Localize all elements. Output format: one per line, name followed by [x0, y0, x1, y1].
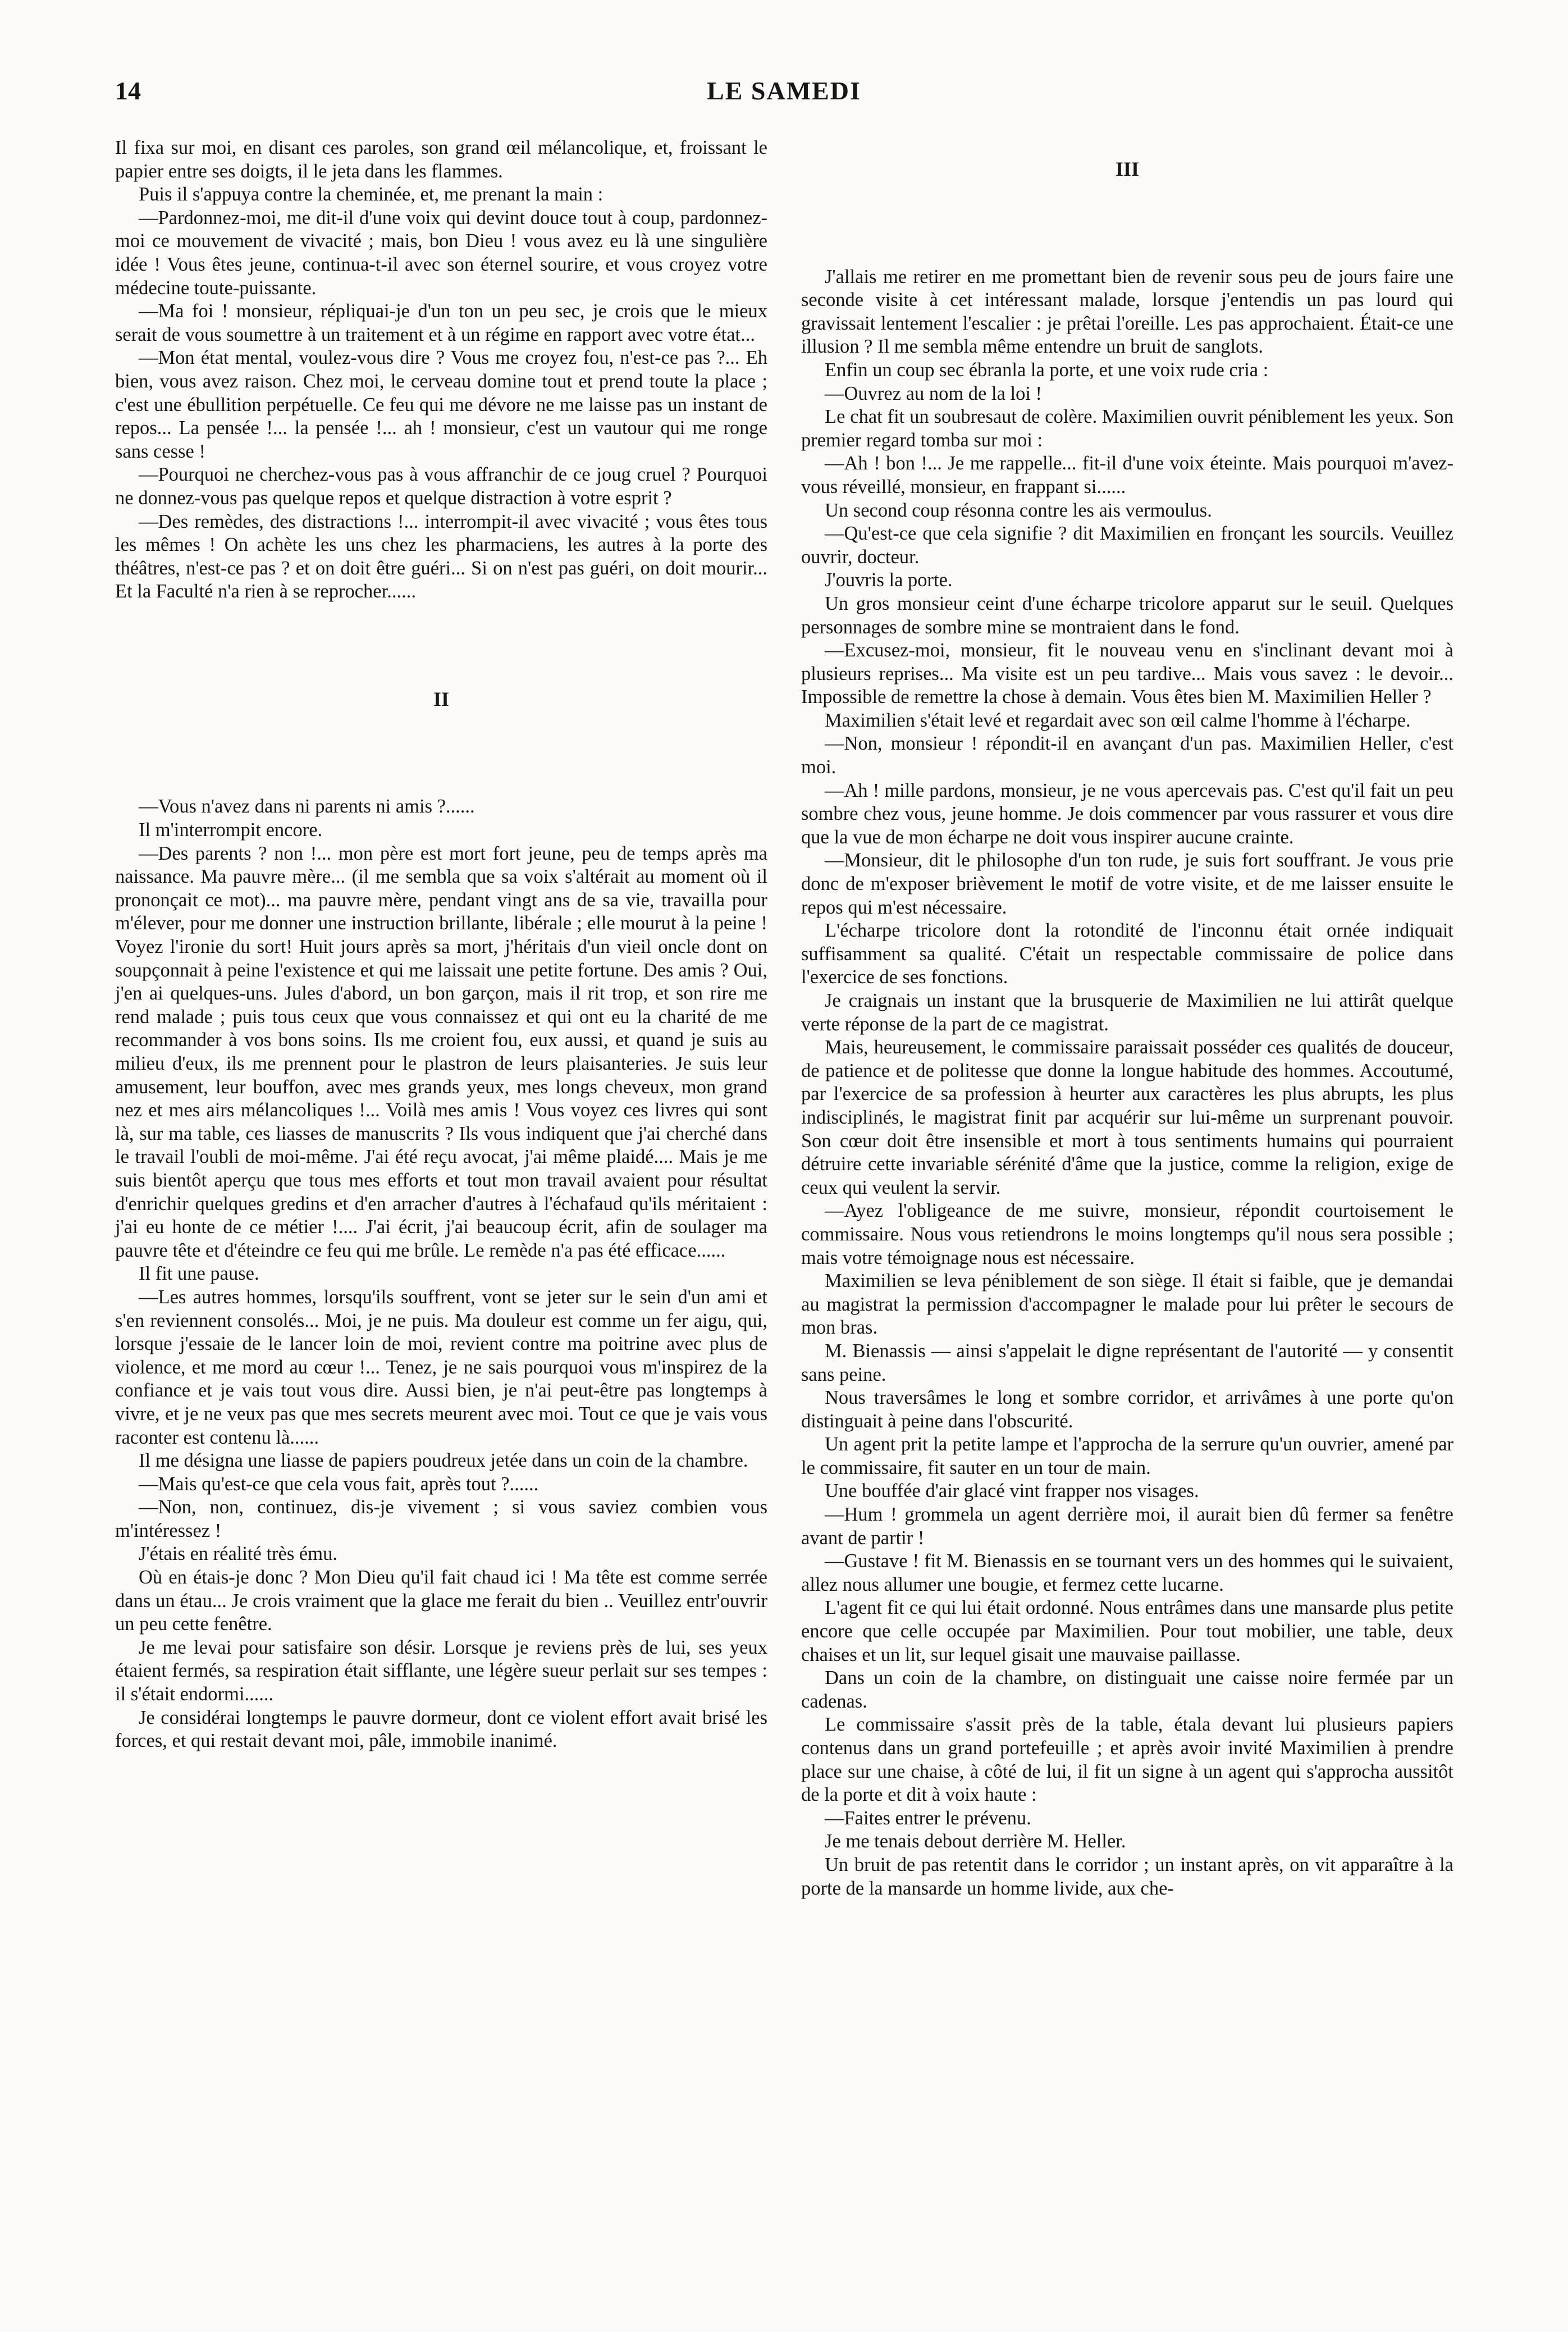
- paragraph: Où en étais-je donc ? Mon Dieu qu'il fait chaud ici ! Ma tête est comme serrée dans un étau... Je crois vraiment que la glace me ferait du bien .. Veuillez entr'ouvrir un peu cette fenêtre.: [115, 1567, 767, 1635]
- paragraph: —Ma foi ! monsieur, répliquai-je d'un ton un peu sec, je crois que le mieux serait de vous soumettre à un traitement et à un régime en rapport avec votre état...: [115, 300, 767, 345]
- paragraph: —Monsieur, dit le philosophe d'un ton rude, je suis fort souffrant. Je vous prie donc de m'exposer brièvement le motif de votre visite, et de me laisser ensuite le repos qui m'est nécessaire.: [801, 850, 1453, 918]
- paragraph: M. Bienassis — ainsi s'appelait le digne représentant de l'autorité — y consentit sans peine.: [801, 1340, 1453, 1385]
- paragraph: Nous traversâmes le long et sombre corridor, et arrivâmes à une porte qu'on distinguait à peine dans l'obscurité.: [801, 1387, 1453, 1432]
- section-number-ii: II: [433, 687, 450, 710]
- paragraph: —Pourquoi ne cherchez-vous pas à vous affranchir de ce joug cruel ? Pourquoi ne donnez-vous pas quelque repos et quelque distraction à votre esprit ?: [115, 464, 767, 509]
- paragraph: —Hum ! grommela un agent derrière moi, il aurait bien dû fermer sa fenêtre avant de partir !: [801, 1504, 1453, 1549]
- paragraph: —Vous n'avez dans ni parents ni amis ?......: [139, 796, 475, 818]
- paragraph: Je me tenais debout derrière M. Heller.: [825, 1831, 1126, 1852]
- paragraph: Un gros monsieur ceint d'une écharpe tricolore apparut sur le seuil. Quelques personnages de sombre mine se montraient dans le fond.: [801, 592, 1453, 638]
- paragraph: —Non, monsieur ! répondit-il en avançant d'un pas. Maximilien Heller, c'est moi.: [801, 733, 1453, 778]
- paragraph: —Ah ! bon !... Je me rappelle... fit-il d'une voix éteinte. Mais pourquoi m'avez-vous réveillé, monsieur, en frappant si......: [801, 453, 1453, 498]
- paragraph: —Des remèdes, des distractions !... interrompit-il avec vivacité ; vous êtes tous les mêmes ! On achète les uns chez les pharmaciens, les autres à la porte des théâtres, n'est-ce pas ? et on doit être guéri... Si on n'est pas guéri, on doit mourir... Et la Faculté n'a rien à se reprocher......: [115, 510, 767, 603]
- paragraph: —Non, non, continuez, dis-je vivement ; si vous saviez combien vous m'intéressez !: [115, 1496, 767, 1541]
- paragraph: —Faites entrer le prévenu.: [825, 1807, 1031, 1829]
- paragraph: Le chat fit un soubresaut de colère. Maximilien ouvrit péniblement les yeux. Son premier regard tomba sur moi :: [801, 406, 1453, 451]
- page-number: 14: [115, 76, 141, 105]
- paragraph: —Ayez l'obligeance de me suivre, monsieur, répondit courtoisement le commissaire. Nous vous retiendrons le moins longtemps qu'il nous sera possible ; mais votre témoignage nous est nécessaire.: [801, 1200, 1453, 1268]
- paragraph: J'étais en réalité très ému.: [139, 1543, 337, 1565]
- left-column-section-ii-paragraphs: [115, 795, 767, 1753]
- paragraph: Je me levai pour satisfaire son désir. Lorsque je reviens près de lui, ses yeux étaient fermés, sa respiration était sifflante, une légère sueur perlait sur ses tempes : il s'était endormi......: [115, 1636, 767, 1705]
- paragraph: —Des parents ? non !... mon père est mort fort jeune, peu de temps après ma naissance. Ma pauvre mère... (il me sembla que sa voix s'altérait au moment où il prononçait ce mot)... ma pauvre mère, pendant vingt ans de sa vie, travailla pour m'élever, pour me donner une instruction brillante, libérale ; elle mourut à la peine ! Voyez l'ironie du sort! Huit jours après sa mort, j'héritais d'un vieil oncle dont on soupçonnait à peine l'existence et qui me laissait une petite fortune. Des amis ? Oui, j'en ai quelques-uns. Jules d'abord, un bon garçon, mais il rit trop, et son rire me rend malade ; puis tous ceux que vous connaissez et qui ont eu la charité de me recommander à vos bons soins. Ils me croient fou, eux aussi, et quand je suis au milieu d'eux, ils me prennent pour le plastron de leurs plaisanteries. Je suis leur amusement, leur bouffon, avec mes grands yeux, mes longs cheveux, mon grand nez et mes airs mélancoliques !... Voilà mes amis ! Vous voyez ces livres qui sont là, sur ma table, ces liasses de manuscrits ? Ils vous indiquent que j'ai cherché dans le travail l'oubli de moi-même. J'ai été reçu avocat, j'ai même plaidé.... Mais je me suis bientôt aperçu que tous mes efforts et tout mon travail avaient pour résultat d'enrichir quelques gredins et d'en arracher d'autres à l'échafaud qu'ils méritaient : j'ai eu honte de ce métier !.... J'ai écrit, j'ai beaucoup écrit, afin de soulager ma pauvre tête et d'éteindre ce feu qui me brûle. Le remède n'a pas été efficace......: [115, 842, 767, 1261]
- paragraph: Mais, heureusement, le commissaire paraissait posséder ces qualités de douceur, de patience et de politesse que donne la longue habitude des hommes. Accoutumé, par l'exercice de sa profession à heurter aux caractères les plus abrupts, les plus indisciplinés, le magistrat finit par acquérir sur lui-même un surprenant pouvoir. Son cœur doit être insensible et mort à tous sentiments humains qui pourraient détruire cette invariable sérénité d'âme que la justice, comme la religion, exige de ceux qui veulent la servir.: [801, 1037, 1453, 1198]
- right-column-section-iii-paragraphs: [801, 266, 1453, 1901]
- paragraph: Je craignais un instant que la brusquerie de Maximilien ne lui attirât quelque verte réponse de la part de ce magistrat.: [801, 990, 1453, 1035]
- running-title: LE SAMEDI: [707, 76, 861, 105]
- paragraph: Une bouffée d'air glacé vint frapper nos visages.: [825, 1480, 1199, 1502]
- right-column: [801, 136, 1453, 1900]
- paragraph: L'agent fit ce qui lui était ordonné. Nous entrâmes dans une mansarde plus petite encore que celle occupée par Maximilien. Pour tout mobilier, une table, deux chaises et un lit, sur lequel gisait une mauvaise paillasse.: [801, 1597, 1453, 1665]
- paragraph: —Ouvrez au nom de la loi !: [825, 382, 1043, 404]
- paragraph: Enfin un coup sec ébranla la porte, et une voix rude cria :: [825, 359, 1269, 381]
- paragraph: Le commissaire s'assit près de la table, étala devant lui plusieurs papiers contenus dans un grand portefeuille ; et après avoir invité Maximilien à prendre place sur une chaise, à côté de lui, il fit un signe à un agent qui s'approcha aussitôt de la porte et dit à voix haute :: [801, 1714, 1453, 1806]
- paragraph: J'allais me retirer en me promettant bien de revenir sous peu de jours faire une seconde visite à cet intéressant malade, lorsque j'entendis un pas lourd qui gravissait lentement l'escalier : je prêtai l'oreille. Les pas approchaient. Était-ce une illusion ? Il me sembla même entendre un bruit de sanglots.: [801, 266, 1453, 358]
- paragraph: Puis il s'appuya contre la cheminée, et, me prenant la main :: [139, 184, 604, 206]
- paragraph: Un agent prit la petite lampe et l'approcha de la serrure qu'un ouvrier, amené par le commissaire, fit sauter en un tour de main.: [801, 1434, 1453, 1478]
- section-number-iii: III: [1115, 158, 1140, 180]
- page-header: [115, 76, 1453, 115]
- paragraph: Il m'interrompit encore.: [139, 819, 323, 841]
- paragraph: Dans un coin de la chambre, on distinguait une caisse noire fermée par un cadenas.: [801, 1667, 1453, 1712]
- left-column: [115, 136, 767, 1753]
- paragraph: —Les autres hommes, lorsqu'ils souffrent, vont se jeter sur le sein d'un ami et s'en reviennent consolés... Moi, je ne puis. Ma douleur est comme un fer aigu, qui, lorsque j'essaie de le lancer loin de moi, revient contre ma poitrine avec plus de violence, et me mord au cœur !... Tenez, je ne sais pourquoi vous m'inspirez de la confiance et je vais tout vous dire. Aussi bien, je n'ai peut-être pas longtemps à vivre, et je ne veux pas que mes secrets meurent avec moi. Tout ce que je vais vous raconter est contenu là......: [115, 1286, 767, 1448]
- paragraph: Un bruit de pas retentit dans le corridor ; un instant après, on vit apparaître à la porte de la mansarde un homme livide, aux che-: [801, 1854, 1453, 1899]
- paragraph: Un second coup résonna contre les ais vermoulus.: [825, 499, 1212, 521]
- paragraph: Maximilien se leva péniblement de son siège. Il était si faible, que je demandai au magistrat la permission d'accompagner le malade pour lui prêter le secours de mon bras.: [801, 1270, 1453, 1339]
- paragraph: —Mon état mental, voulez-vous dire ? Vous me croyez fou, n'est-ce pas ?... Eh bien, vous avez raison. Chez moi, le cerveau domine tout et prend toute la place ; c'est une ébullition perpétuelle. Ce feu qui me dévore ne me laisse pas un instant de repos... La pensée !... la pensée !... ah ! monsieur, c'est un vautour qui me ronge sans cesse !: [115, 347, 767, 462]
- paragraph: Il fixa sur moi, en disant ces paroles, son grand œil mélancolique, et, froissant le papier entre ses doigts, il le jeta dans les flammes.: [115, 137, 767, 182]
- paragraph: Il fit une pause.: [139, 1263, 259, 1285]
- left-column-opening-paragraphs: [115, 136, 767, 604]
- paragraph: —Gustave ! fit M. Bienassis en se tournant vers un des hommes qui le suivaient, allez nous allumer une bougie, et fermez cette lucarne.: [801, 1550, 1453, 1595]
- paragraph: —Mais qu'est-ce que cela vous fait, après tout ?......: [139, 1473, 539, 1495]
- paragraph: —Ah ! mille pardons, monsieur, je ne vous apercevais pas. C'est qu'il fait un peu sombre chez vous, jeune homme. Je dois commencer par vous rassurer et vous dire que la vue de mon écharpe ne doit vous inspirer aucune crainte.: [801, 779, 1453, 848]
- paragraph: —Qu'est-ce que cela signifie ? dit Maximilien en fronçant les sourcils. Veuillez ouvrir, docteur.: [801, 523, 1453, 568]
- paragraph: —Pardonnez-moi, me dit-il d'une voix qui devint douce tout à coup, pardonnez-moi ce mouvement de vivacité ; mais, bon Dieu ! vous avez eu là une singulière idée ! Vous êtes jeune, continua-t-il avec son éternel sourire, et vous croyez votre médecine toute-puissante.: [115, 207, 767, 299]
- paragraph: L'écharpe tricolore dont la rotondité de l'inconnu était ornée indiquait suffisamment sa qualité. C'était un respectable commissaire de police dans l'exercice de ses fonctions.: [801, 920, 1453, 988]
- paragraph: —Excusez-moi, monsieur, fit le nouveau venu en s'inclinant devant moi à plusieurs reprises... Ma visite est un peu tardive... Mais vous savez : le devoir... Impossible de remettre la chose à demain. Vous êtes bien M. Maximilien Heller ?: [801, 640, 1453, 708]
- paragraph: Maximilien s'était levé et regardait avec son œil calme l'homme à l'écharpe.: [825, 709, 1411, 731]
- paragraph: Il me désigna une liasse de papiers poudreux jetée dans un coin de la chambre.: [139, 1450, 748, 1472]
- paragraph: Je considérai longtemps le pauvre dormeur, dont ce violent effort avait brisé les forces, et qui restait devant moi, pâle, immobile inanimé.: [115, 1706, 767, 1752]
- paragraph: J'ouvris la porte.: [825, 569, 953, 591]
